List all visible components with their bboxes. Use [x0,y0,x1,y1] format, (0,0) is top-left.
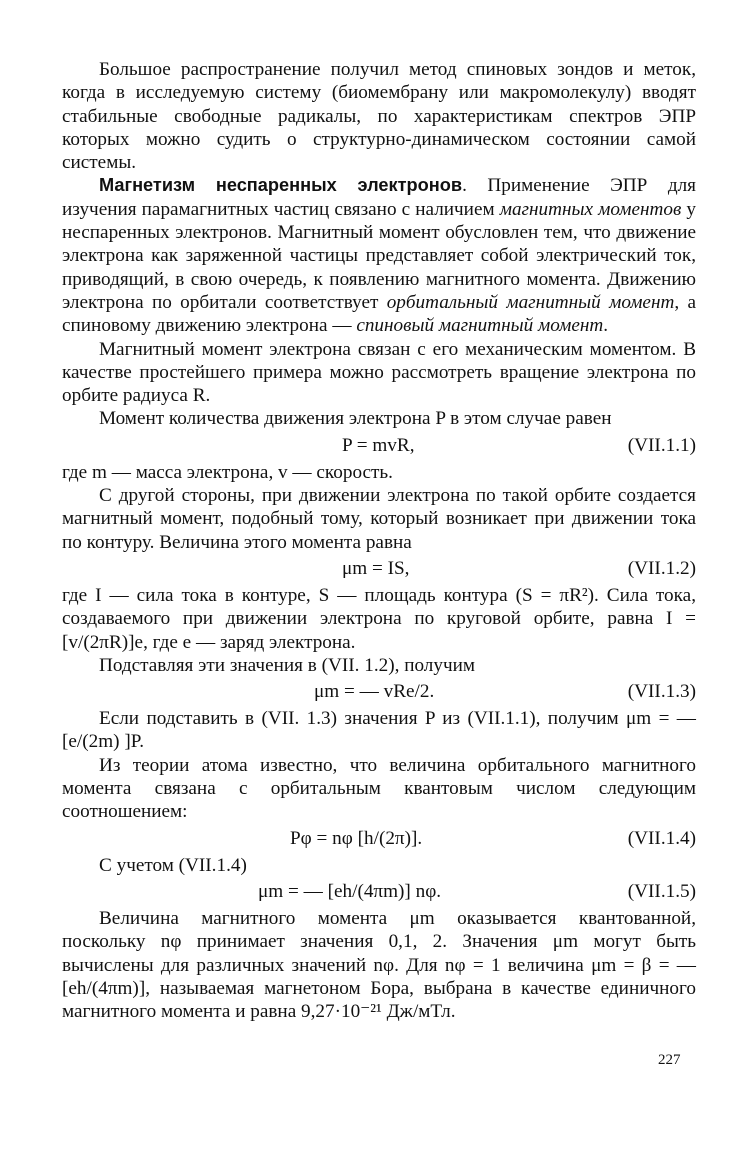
formula-expression: μm = — vRe/2. [314,681,435,703]
formula-4 [62,824,696,854]
formula-number: (VII.1.4) [627,827,696,849]
formula-number: (VII.1.1) [627,434,696,456]
formula-expression: μm = — [eh/(4πm)] nφ. [258,880,442,902]
formula-expression: μm = IS, [342,557,410,579]
paragraph-spin-probes: Большое распространение получил метод спиновых зондов и меток, когда в исследуемую систему (биомембрану или макромолекулу) вводят стабильные свободные радикалы, по характеристикам спектров ЭПР которых можно судить о структурно-динамическом состоянии самой системы. [62,59,696,174]
formula-expression: Pφ = nφ [h/(2π)]. [290,827,423,849]
paragraph-quantized: Величина магнитного момента μm оказывается квантованной, поскольку nφ принимает значения 0,1, 2. Значения μm могут быть вычислены для различных значений nφ. Для nφ = 1 величина μm = β = — [eh/(4πm)], называемая магнетоном Бора, выбрана в качестве единичного магнитного момента и равна 9,27·10⁻²¹ Дж/мТл. [62,907,696,1023]
formula-number: (VII.1.5) [627,880,696,902]
formula-5 [62,877,696,907]
paragraph-text: . Применение ЭПР для изучения парамагнитных частиц связано с наличием [62,175,696,220]
paragraph-if-substitute: Если подставить в (VII. 1.3) значения P из (VII.1.1), получим μm = — [e/(2m) ]P. [62,708,696,753]
paragraph-text: , а спиновому движению электрона — [62,291,696,337]
paragraph-angular-momentum: Момент количества движения электрона P в этом случае равен [99,408,612,430]
paragraph-other-side: С другой стороны, при движении электрона по такой орбите создается магнитный момент, подобный тому, который возникает при движении тока по контуру. Величина этого момента равна [62,485,696,553]
paragraph-mechanical-moment: Магнитный момент электрона связан с его механическим моментом. В качестве простейшего примера можно рассмотреть вращение электрона по орбите радиуса R. [62,338,696,407]
term-magnetic-moments: магнитных моментов [499,198,682,220]
paragraph-substituting: Подставляя эти значения в (VII. 1.2), получим [99,654,476,676]
formula-number: (VII.1.3) [627,681,696,703]
formula-2 [62,554,696,584]
paragraph-considering: С учетом (VII.1.4) [99,854,247,876]
paragraph-where-m: где m — масса электрона, v — скорость. [62,461,393,483]
paragraph-magnetism [62,174,696,337]
body-text [62,58,696,1023]
term-spin-moment: спиновый магнитный момент [356,315,604,337]
paragraph-text: . [603,315,609,337]
section-heading: Магнетизм неспаренных электронов [99,175,463,196]
paragraph-text: у неспаренных электронов. Магнитный момент обусловлен тем, что движение электрона как заряженной частицы представляет собой электрический ток, приводящий, в свою очередь, к появлению магнитного момента. Движению электрона по орбитали соответствует [62,198,697,313]
formula-expression: P = mvR, [342,434,415,456]
formula-number: (VII.1.2) [627,557,696,579]
page-number: 227 [658,1052,681,1068]
formula-1 [62,431,696,461]
paragraph-where-i: где I — сила тока в контуре, S — площадь контура (S = πR²). Сила тока, создаваемого при движении электрона по круговой орбите, равна I = [v/(2πR)]e, где e — заряд электрона. [62,584,696,653]
formula-3 [62,677,696,707]
paragraph-atom-theory: Из теории атома известно, что величина орбитального магнитного момента связана с орбитальным квантовым числом следующим соотношением: [62,754,696,823]
term-orbital-moment: орбитальный магнитный момент [386,291,675,313]
